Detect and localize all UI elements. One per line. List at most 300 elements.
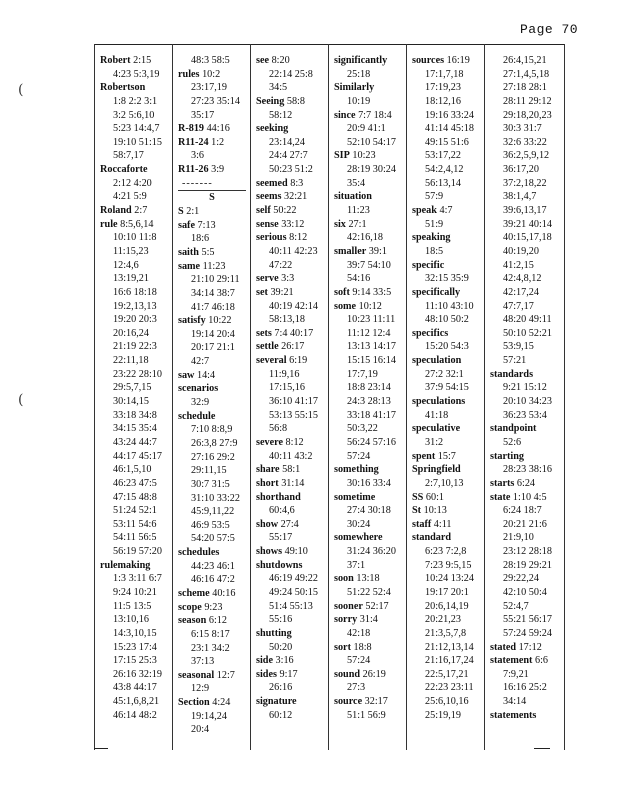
index-references: 6:23 7:2,8 (425, 546, 467, 558)
index-term: schedule (178, 410, 216, 422)
index-term: rule (100, 218, 118, 230)
index-references: 8:20 (271, 55, 290, 66)
index-term: specifics (412, 327, 449, 339)
index-references: 47:15 48:8 (113, 491, 157, 503)
index-entry (334, 600, 396, 614)
index-references: 21:10 29:11 (191, 274, 240, 286)
index-references: 14:3,10,15 (113, 627, 157, 639)
index-references: 1:10 4:5 (512, 491, 547, 503)
index-references: 22:23 23:11 (425, 682, 474, 694)
index-frame (94, 44, 564, 750)
index-references: 23:12 28:18 (503, 546, 552, 558)
index-term: satisfy (178, 315, 206, 327)
index-entry (412, 518, 474, 532)
index-references: 16:6 18:18 (113, 286, 157, 298)
index-references: 1:8 2:2 3:1 (113, 95, 158, 107)
index-term: Robert (100, 55, 131, 66)
index-term: speaking (412, 232, 451, 244)
index-column-6 (490, 54, 552, 722)
index-term: R11-24 (178, 136, 209, 148)
index-term: seemed (256, 177, 288, 189)
index-references: 36:2,5,9,12 (503, 150, 550, 162)
index-references: 41:2,15 (503, 259, 534, 271)
column-divider (94, 44, 95, 750)
index-term: since (334, 109, 356, 121)
index-references: 38:1,4,7 (503, 191, 537, 203)
index-references: 19:17 20:1 (425, 586, 469, 598)
index-references: 27:16 29:2 (191, 451, 235, 463)
index-term: sorry (334, 614, 358, 626)
index-entry (412, 259, 474, 273)
index-references: 26:3,8 27:9 (191, 437, 238, 449)
index-references: 53:9,15 (503, 341, 534, 353)
index-term: settle (256, 341, 279, 353)
index-references: 13:13 14:17 (347, 341, 396, 353)
index-references: 21:16,17,24 (425, 655, 474, 667)
index-references: 46:19 49:22 (269, 573, 318, 585)
index-references: 2:15 (133, 55, 152, 66)
index-references: 44:17 45:17 (113, 450, 162, 462)
index-references: 3:3 (281, 273, 295, 285)
index-references: 32:21 (284, 191, 308, 203)
index-entry (490, 709, 552, 723)
index-references: 12:9 (191, 683, 210, 695)
index-entry (256, 491, 318, 505)
index-entry (334, 491, 396, 505)
index-references: 23:14,24 (269, 136, 305, 148)
index-term: sort (334, 641, 351, 653)
page-number: Page 70 (520, 22, 579, 37)
index-references: 7:13 (197, 219, 216, 231)
index-term: sense (256, 218, 279, 230)
index-entry (178, 122, 246, 136)
index-term: Springfield (412, 464, 461, 476)
index-references: 26:19 (362, 668, 386, 680)
column-divider (564, 44, 565, 750)
index-references: 7:23 9:5,15 (425, 559, 472, 571)
index-references: 30:3 31:7 (503, 123, 542, 135)
index-entry (256, 327, 318, 341)
index-references: 52:6 (503, 436, 522, 448)
index-references: 36:23 53:4 (503, 409, 547, 421)
index-references: 20:9 41:1 (347, 123, 386, 135)
index-references: 20:17 21:1 (191, 342, 235, 354)
index-term: schedules (178, 547, 220, 559)
index-references: 55:21 56:17 (503, 614, 552, 626)
index-entry (178, 205, 246, 219)
index-term: share (256, 464, 280, 476)
index-references: 29:5,7,15 (113, 382, 152, 394)
index-entry (256, 654, 318, 668)
index-term: scheme (178, 587, 210, 599)
index-term: season (178, 615, 207, 627)
index-entry (334, 109, 396, 123)
index-entry (100, 559, 162, 573)
index-term: speculative (412, 423, 461, 435)
index-entry (334, 668, 396, 682)
index-references: 43:8 44:17 (113, 682, 157, 694)
index-references: 26:16 (269, 682, 293, 694)
index-term: standpoint (490, 423, 537, 435)
index-references: 58:8 (286, 95, 305, 107)
index-entry (256, 354, 318, 368)
index-references: 53:17,22 (425, 150, 461, 162)
index-term: severe (256, 436, 283, 448)
index-term: rulemaking (100, 559, 151, 571)
index-term: short (256, 477, 279, 489)
index-references: 19:16 33:24 (425, 109, 474, 121)
index-term: St (412, 505, 422, 517)
index-term: specifically (412, 286, 461, 298)
index-references: 40:19 42:14 (269, 300, 318, 312)
index-references: 15:20 54:3 (425, 341, 469, 353)
index-references: 49:15 51:6 (425, 136, 469, 148)
index-references: 54:20 57:5 (191, 533, 235, 545)
index-references: 20:21,23 (425, 614, 461, 626)
column-divider (484, 44, 485, 750)
index-references: 12:7 (216, 669, 235, 681)
index-column-1 (100, 54, 162, 722)
index-references: 3:2 5:6,10 (113, 109, 155, 121)
index-entry (178, 669, 246, 683)
index-references: 50:10 52:21 (503, 327, 552, 339)
index-references: 7:10 8:8,9 (191, 424, 233, 436)
index-entry (256, 340, 318, 354)
column-divider (328, 44, 329, 750)
index-references: 35:4 (347, 177, 366, 189)
bottom-tick (94, 748, 108, 751)
index-entry (334, 531, 396, 545)
index-references: 2:7,10,13 (425, 477, 464, 489)
index-entry (178, 696, 246, 710)
index-references: 11:12 12:4 (347, 327, 391, 339)
index-references: 42:10 50:4 (503, 586, 547, 598)
index-entry (178, 314, 246, 328)
index-references: 19:14 20:4 (191, 328, 235, 340)
index-entry (334, 572, 396, 586)
index-references: 32:17 (364, 696, 388, 708)
index-term: serious (256, 232, 287, 244)
index-references: 17:15,16 (269, 382, 305, 394)
index-entry (178, 219, 246, 233)
index-references: 51:1 56:9 (347, 709, 386, 721)
index-references: 39:21 40:14 (503, 218, 552, 230)
index-entry (412, 463, 474, 477)
index-references: 46:16 47:2 (191, 574, 235, 586)
index-references: 29:22,24 (503, 573, 539, 585)
index-references: 45:9,11,22 (191, 506, 235, 518)
index-references: 55:17 (269, 532, 293, 544)
index-entry (100, 204, 162, 218)
index-references: 17:15 25:3 (113, 655, 157, 667)
index-references: 29:11,15 (191, 465, 227, 477)
index-entry (256, 54, 318, 68)
index-references: 10:19 (347, 95, 371, 107)
index-references: 31:10 33:22 (191, 492, 240, 504)
index-entry (334, 300, 396, 314)
index-references: 8:3 (290, 177, 304, 189)
index-references: 37:9 54:15 (425, 382, 469, 394)
index-references: 57:24 (347, 450, 371, 462)
index-references: 46:14 48:2 (113, 709, 157, 721)
bottom-tick (534, 748, 550, 751)
index-term: situation (334, 191, 372, 203)
index-entry (412, 504, 474, 518)
index-references: 11:15,23 (113, 245, 149, 257)
index-references: 5:5 (201, 246, 215, 258)
index-entry (256, 286, 318, 300)
index-references: 25:6,10,16 (425, 696, 469, 708)
index-references: 8:12 (285, 436, 304, 448)
index-references: 11:9,16 (269, 368, 300, 380)
index-references: 17:12 (518, 641, 542, 653)
index-term: S (178, 206, 184, 218)
index-references: 52:10 54:17 (347, 136, 396, 148)
index-entry (490, 450, 552, 464)
index-term: serve (256, 273, 279, 285)
index-term: sources (412, 55, 445, 66)
index-references: 28:19 30:24 (347, 164, 396, 176)
index-references: 44:16 (206, 123, 230, 135)
index-entry (178, 68, 246, 82)
index-entry (334, 190, 396, 204)
index-term: speculation (412, 355, 462, 367)
index-references: 52:4,7 (503, 600, 529, 612)
index-references: 10:23 (352, 150, 376, 162)
index-references: 48:3 58:5 (191, 55, 230, 66)
index-references: 57:21 (503, 355, 527, 367)
index-column-4 (334, 54, 396, 722)
index-term: soon (334, 573, 354, 585)
index-entry (256, 559, 318, 573)
index-references: 39:1 (368, 245, 387, 257)
index-references: 17:1,7,18 (425, 68, 464, 80)
index-references: 60:12 (269, 709, 293, 721)
index-references: 20:10 34:23 (503, 396, 552, 408)
index-references: 19:2,13,13 (113, 300, 157, 312)
index-references: 58:7,17 (113, 150, 144, 162)
index-references: 1:3 3:11 6:7 (113, 573, 162, 585)
index-references: 37:1 (347, 559, 366, 571)
index-references: 18:12,16 (425, 95, 461, 107)
index-entry (178, 614, 246, 628)
index-references: 51:22 52:4 (347, 586, 391, 598)
index-references: 22:5,17,21 (425, 668, 469, 680)
index-references: 20:4 (191, 724, 210, 736)
index-references: 32:6 33:22 (503, 136, 547, 148)
index-references: 33:18 34:8 (113, 409, 157, 421)
index-references: 45:1,6,8,21 (113, 696, 160, 708)
index-references: 36:17,20 (503, 164, 539, 176)
index-entry (256, 190, 318, 204)
index-references: 25:18 (347, 68, 371, 80)
index-references: 26:4,15,21 (503, 55, 547, 66)
index-term: side (256, 655, 273, 667)
index-references: 34:14 38:7 (191, 287, 235, 299)
index-references: 13:10,16 (113, 614, 149, 626)
index-term: stated (490, 641, 517, 653)
index-term: source (334, 696, 363, 708)
index-entry (490, 654, 552, 668)
index-references: 54:16 (347, 273, 371, 285)
index-term: shutting (256, 627, 292, 639)
index-entry (256, 668, 318, 682)
index-references: 25:19,19 (425, 709, 461, 721)
index-references: 11:23 (202, 260, 226, 272)
index-references: 31:2 (425, 436, 444, 448)
index-term: self (256, 205, 271, 217)
index-references: 20:16,24 (113, 327, 149, 339)
index-references: 23:1 34:2 (191, 642, 230, 654)
index-references: 57:24 59:24 (503, 627, 552, 639)
index-references: 21:19 22:3 (113, 341, 157, 353)
index-references: 11:10 43:10 (425, 300, 474, 312)
index-entry (100, 218, 162, 232)
index-term: Section (178, 697, 210, 709)
index-entry (178, 246, 246, 260)
index-references: 24:4 27:7 (269, 150, 308, 162)
index-references: 31:4 (359, 614, 378, 626)
index-references: 3:6 (191, 150, 205, 162)
section-divider: ------- (182, 177, 213, 189)
index-term: several (256, 355, 287, 367)
index-term: signature (256, 696, 297, 708)
index-entry (490, 368, 552, 382)
index-references: 6:24 (516, 477, 536, 489)
margin-bracket-mark: ( (18, 82, 24, 98)
index-entry (412, 395, 474, 409)
index-references: 7:9,21 (503, 668, 529, 680)
index-term: show (256, 518, 279, 530)
index-references: 19:20 20:3 (113, 314, 157, 326)
index-references: 3:9 (211, 164, 225, 176)
index-references: 20:6,14,19 (425, 600, 469, 612)
index-references: 40:11 43:2 (269, 450, 313, 462)
index-references: 46:1,5,10 (113, 464, 152, 476)
index-entry (256, 477, 318, 491)
index-references: 49:24 50:15 (269, 586, 318, 598)
index-entry (412, 531, 474, 545)
index-references: 58:12 (269, 109, 293, 121)
index-references: 11:23 (347, 205, 370, 217)
top-rule (94, 44, 564, 45)
index-term: somewhere (334, 532, 383, 544)
index-entry (334, 463, 396, 477)
index-references: 60:4,6 (269, 505, 295, 517)
index-references: 18:6 (191, 233, 210, 245)
index-references: 40:15,17,18 (503, 232, 552, 244)
index-term: standard (412, 532, 452, 544)
index-term: sets (256, 327, 272, 339)
index-references: 10:22 (208, 315, 232, 327)
index-references: 10:2 (202, 68, 221, 80)
index-term: statement (490, 655, 533, 667)
index-references: 39:6,13,17 (503, 205, 547, 217)
index-term: R11-26 (178, 164, 209, 176)
index-references: 30:16 33:4 (347, 477, 391, 489)
index-references: 29:18,20,23 (503, 109, 552, 121)
index-entry (178, 587, 246, 601)
index-term: something (334, 464, 379, 476)
index-references: 28:23 38:16 (503, 464, 552, 476)
index-references: 44:23 46:1 (191, 560, 235, 572)
index-term: seasonal (178, 669, 215, 681)
index-entry (490, 641, 552, 655)
index-references: 21:9,10 (503, 532, 534, 544)
index-references: 19:10 51:15 (113, 136, 162, 148)
index-references: 10:24 13:24 (425, 573, 474, 585)
index-references: 4:23 5:3,19 (113, 68, 160, 80)
index-entry (412, 286, 474, 300)
index-entry (256, 204, 318, 218)
index-entry (100, 81, 162, 95)
index-term: Roccaforte (100, 164, 148, 176)
index-references: 12:4,6 (113, 259, 139, 271)
index-entry (490, 477, 552, 491)
index-entry (256, 463, 318, 477)
index-references: 2:12 4:20 (113, 177, 152, 189)
index-entry (256, 177, 318, 191)
index-term: SIP (334, 150, 350, 162)
index-term: staff (412, 518, 432, 530)
index-term: shows (256, 546, 283, 558)
index-references: 55:16 (269, 614, 293, 626)
index-term: R-819 (178, 123, 205, 135)
index-entry (178, 601, 246, 615)
index-term: six (334, 218, 346, 230)
index-term: safe (178, 219, 195, 231)
index-references: 33:18 41:17 (347, 409, 396, 421)
index-references: 27:4 (280, 518, 299, 530)
index-term: some (334, 300, 357, 312)
index-term: Similarly (334, 82, 375, 94)
index-references: 40:19,20 (503, 245, 539, 257)
index-references: 32:15 35:9 (425, 273, 469, 285)
index-entry (178, 136, 246, 150)
index-entry (334, 245, 396, 259)
index-term: seems (256, 191, 282, 203)
index-entry (256, 518, 318, 532)
index-term: saw (178, 369, 195, 381)
index-references: 48:20 49:11 (503, 314, 552, 326)
section-header: S (178, 190, 246, 205)
index-references: 9:14 33:5 (352, 286, 392, 298)
column-divider (406, 44, 407, 750)
index-references: 32:9 (191, 397, 210, 409)
index-entry (334, 286, 396, 300)
index-term: shutdowns (256, 559, 303, 571)
index-term: standards (490, 368, 534, 380)
index-references: 22:14 25:8 (269, 68, 313, 80)
index-references: 50:23 51:2 (269, 164, 313, 176)
index-references: 10:13 (423, 505, 447, 517)
index-references: 27:2 32:1 (425, 368, 464, 380)
index-references: 51:24 52:1 (113, 505, 157, 517)
index-references: 21:12,13,14 (425, 641, 474, 653)
index-references: 23:22 28:10 (113, 368, 162, 380)
index-entry (412, 54, 474, 68)
index-references: 56:8 (269, 423, 288, 435)
index-term: speak (412, 205, 437, 217)
index-references: 34:15 35:4 (113, 423, 157, 435)
index-references: 26:17 (281, 341, 305, 353)
index-references: 14:4 (196, 369, 216, 381)
index-references: 36:10 41:17 (269, 396, 318, 408)
index-references: 50:20 (269, 641, 293, 653)
index-references: 47:22 (269, 259, 293, 271)
index-references: 51:9 (425, 218, 444, 230)
index-term: scope (178, 601, 202, 613)
